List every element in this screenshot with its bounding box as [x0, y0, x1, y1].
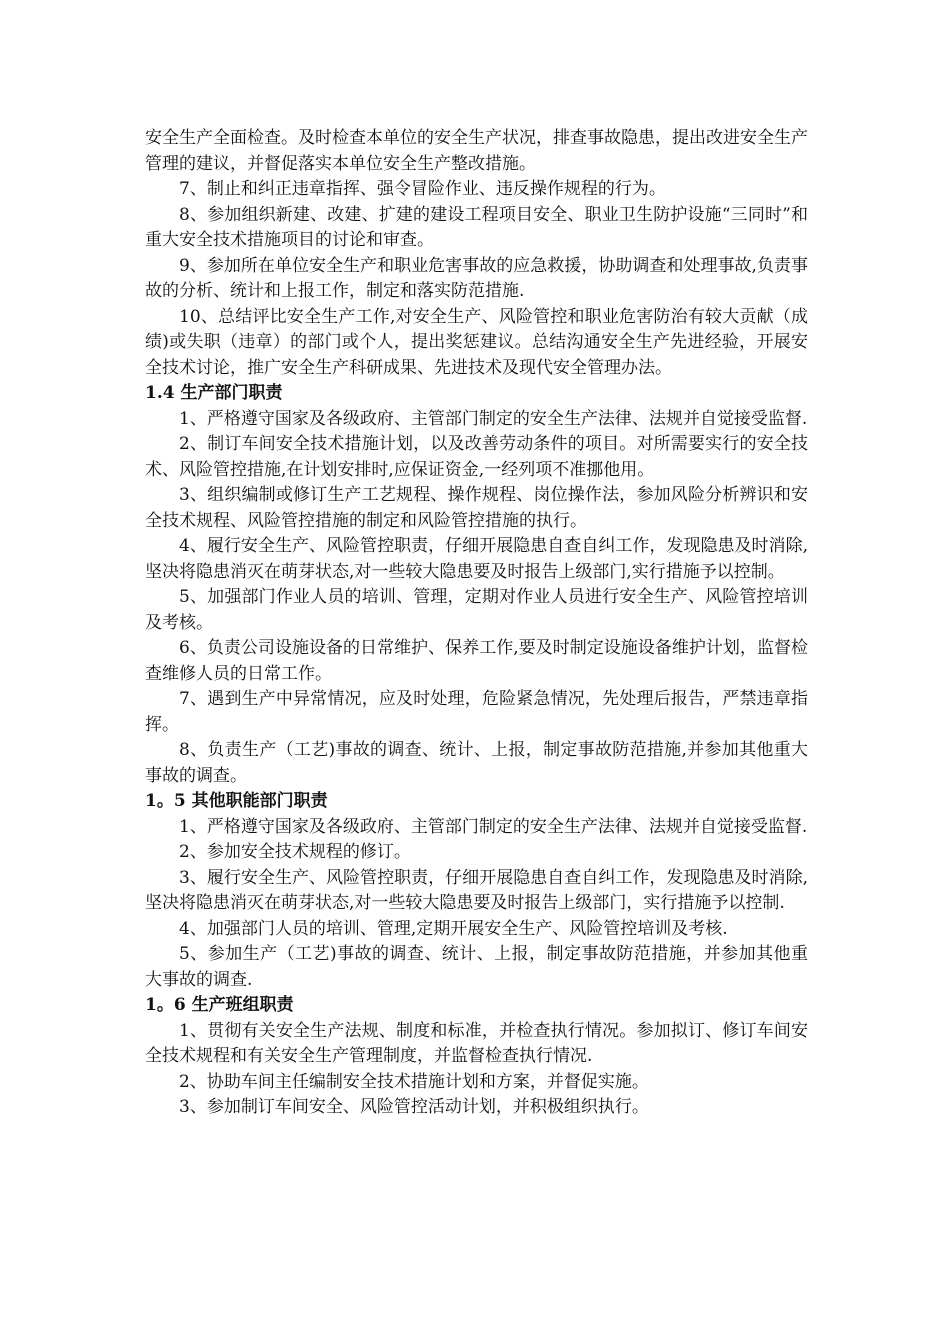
list-item: 3、参加制订车间安全、风险管控活动计划，并积极组织执行。: [179, 1097, 649, 1117]
list-item: 3、履行安全生产、风险管控职责，仔细开展隐患自查自纠工作，发现隐患及时消除,坚决将隐患消灭在萌芽状态,对一些较大隐患要及时报告上级部门，实行措施予以控制.: [145, 867, 808, 913]
list-item: 2、参加安全技术规程的修订。: [179, 842, 411, 862]
list-item: 2、制订车间安全技术措施计划，以及改善劳动条件的项目。对所需要实行的安全技术、风险管控措施,在计划安排时,应保证资金,一经列项不准挪他用。: [145, 434, 808, 480]
list-item: 1、严格遵守国家及各级政府、主管部门制定的安全生产法律、法规并自觉接受监督.: [179, 816, 808, 837]
paragraph: 7、制止和纠正违章指挥、强令冒险作业、违反操作规程的行为。: [179, 179, 666, 199]
section-heading: 1。5 其他职能部门职责: [145, 791, 328, 811]
section-heading: 1.4 生产部门职责: [145, 383, 283, 403]
list-item: 5、加强部门作业人员的培训、管理，定期对作业人员进行安全生产、风险管控培训及考核。: [145, 587, 808, 633]
list-item: 3、组织编制或修订生产工艺规程、操作规程、岗位操作法，参加风险分析辨识和安全技术规程、风险管控措施的制定和风险管控措施的执行。: [145, 485, 808, 531]
paragraph: 8、参加组织新建、改建、扩建的建设工程项目安全、职业卫生防护设施“三同时”和重大安全技术措施项目的讨论和审查。: [145, 204, 808, 250]
paragraph: 10、总结评比安全生产工作,对安全生产、风险管控和职业危害防治有较大贡献（成绩)或失职（违章）的部门或个人，提出奖惩建议。总结沟通安全生产先进经验，开展安全技术讨论，推广安全生产科研成果、先进技术及现代安全管理办法。: [145, 306, 808, 378]
list-item: 1、贯彻有关安全生产法规、制度和标准，并检查执行情况。参加拟订、修订车间安全技术规程和有关安全生产管理制度，并监督检查执行情况.: [145, 1020, 808, 1066]
list-item: 7、遇到生产中异常情况，应及时处理，危险紧急情况，先处理后报告，严禁违章指挥。: [145, 689, 808, 735]
paragraph: 安全生产全面检查。及时检查本单位的安全生产状况，排查事故隐患，提出改进安全生产管理的建议，并督促落实本单位安全生产整改措施。: [145, 128, 808, 174]
paragraph: 9、参加所在单位安全生产和职业危害事故的应急救援，协助调查和处理事故,负责事故的分析、统计和上报工作，制定和落实防范措施.: [145, 255, 808, 301]
list-item: 5、参加生产（工艺)事故的调查、统计、上报，制定事故防范措施，并参加其他重大事故的调查.: [145, 944, 808, 990]
list-item: 2、协助车间主任编制安全技术措施计划和方案，并督促实施。: [179, 1071, 649, 1092]
list-item: 4、加强部门人员的培训、管理,定期开展安全生产、风险管控培训及考核.: [179, 918, 728, 939]
list-item: 4、履行安全生产、风险管控职责，仔细开展隐患自查自纠工作，发现隐患及时消除,坚决将隐患消灭在萌芽状态,对一些较大隐患要及时报告上级部门,实行措施予以控制。: [145, 536, 808, 582]
list-item: 8、负责生产（工艺)事故的调查、统计、上报，制定事故防范措施,并参加其他重大事故的调查。: [145, 740, 808, 786]
section-heading: 1。6 生产班组职责: [145, 995, 294, 1015]
list-item: 1、严格遵守国家及各级政府、主管部门制定的安全生产法律、法规并自觉接受监督.: [179, 408, 808, 429]
list-item: 6、负责公司设施设备的日常维护、保养工作,要及时制定设施设备维护计划，监督检查维修人员的日常工作。: [145, 638, 808, 684]
